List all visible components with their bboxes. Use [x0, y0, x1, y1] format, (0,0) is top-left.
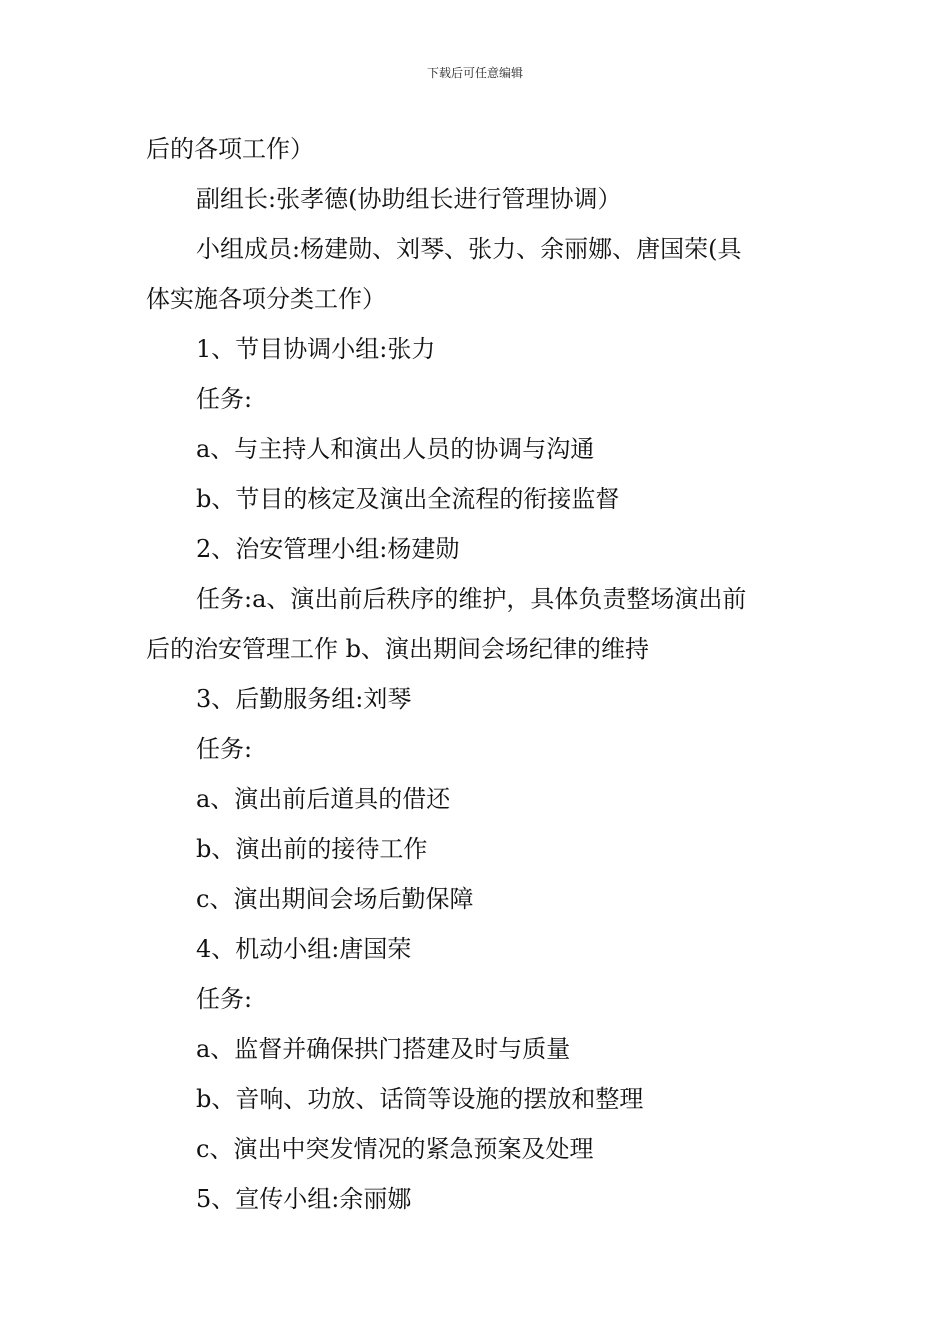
task-item: b、演出前的接待工作: [196, 835, 428, 863]
task-item: c、演出中突发情况的紧急预案及处理: [196, 1135, 594, 1163]
section-heading: 2、治安管理小组:杨建勋: [196, 535, 460, 563]
text-line: 副组长:张孝德(协助组长进行管理协调）: [196, 185, 622, 213]
text-line: 小组成员:杨建勋、刘琴、张力、余丽娜、唐国荣(具: [196, 235, 742, 263]
task-item: b、节目的核定及演出全流程的衔接监督: [196, 485, 620, 513]
text-line: 后的各项工作）: [146, 135, 314, 163]
text-line: 任务:a、演出前后秩序的维护，具体负责整场演出前: [196, 585, 747, 613]
text-line: 后的治安管理工作 b、演出期间会场纪律的维持: [146, 635, 649, 663]
text-line: 任务:: [196, 385, 253, 413]
task-item: a、演出前后道具的借还: [196, 785, 451, 813]
section-heading: 3、后勤服务组:刘琴: [196, 685, 412, 713]
document-body: [146, 124, 811, 1224]
section-heading: 4、机动小组:唐国荣: [196, 935, 412, 963]
text-line: 任务:: [196, 985, 253, 1013]
task-item: a、与主持人和演出人员的协调与沟通: [196, 435, 595, 463]
section-heading: 1、节目协调小组:张力: [196, 335, 436, 363]
task-item: b、音响、功放、话筒等设施的摆放和整理: [196, 1085, 644, 1113]
page-header: 下载后可任意编辑: [426, 66, 523, 80]
text-line: 体实施各项分类工作）: [146, 285, 386, 313]
section-heading: 5、宣传小组:余丽娜: [196, 1185, 412, 1213]
task-item: c、演出期间会场后勤保障: [196, 885, 474, 913]
text-line: 任务:: [196, 735, 253, 763]
task-item: a、监督并确保拱门搭建及时与质量: [196, 1035, 571, 1063]
